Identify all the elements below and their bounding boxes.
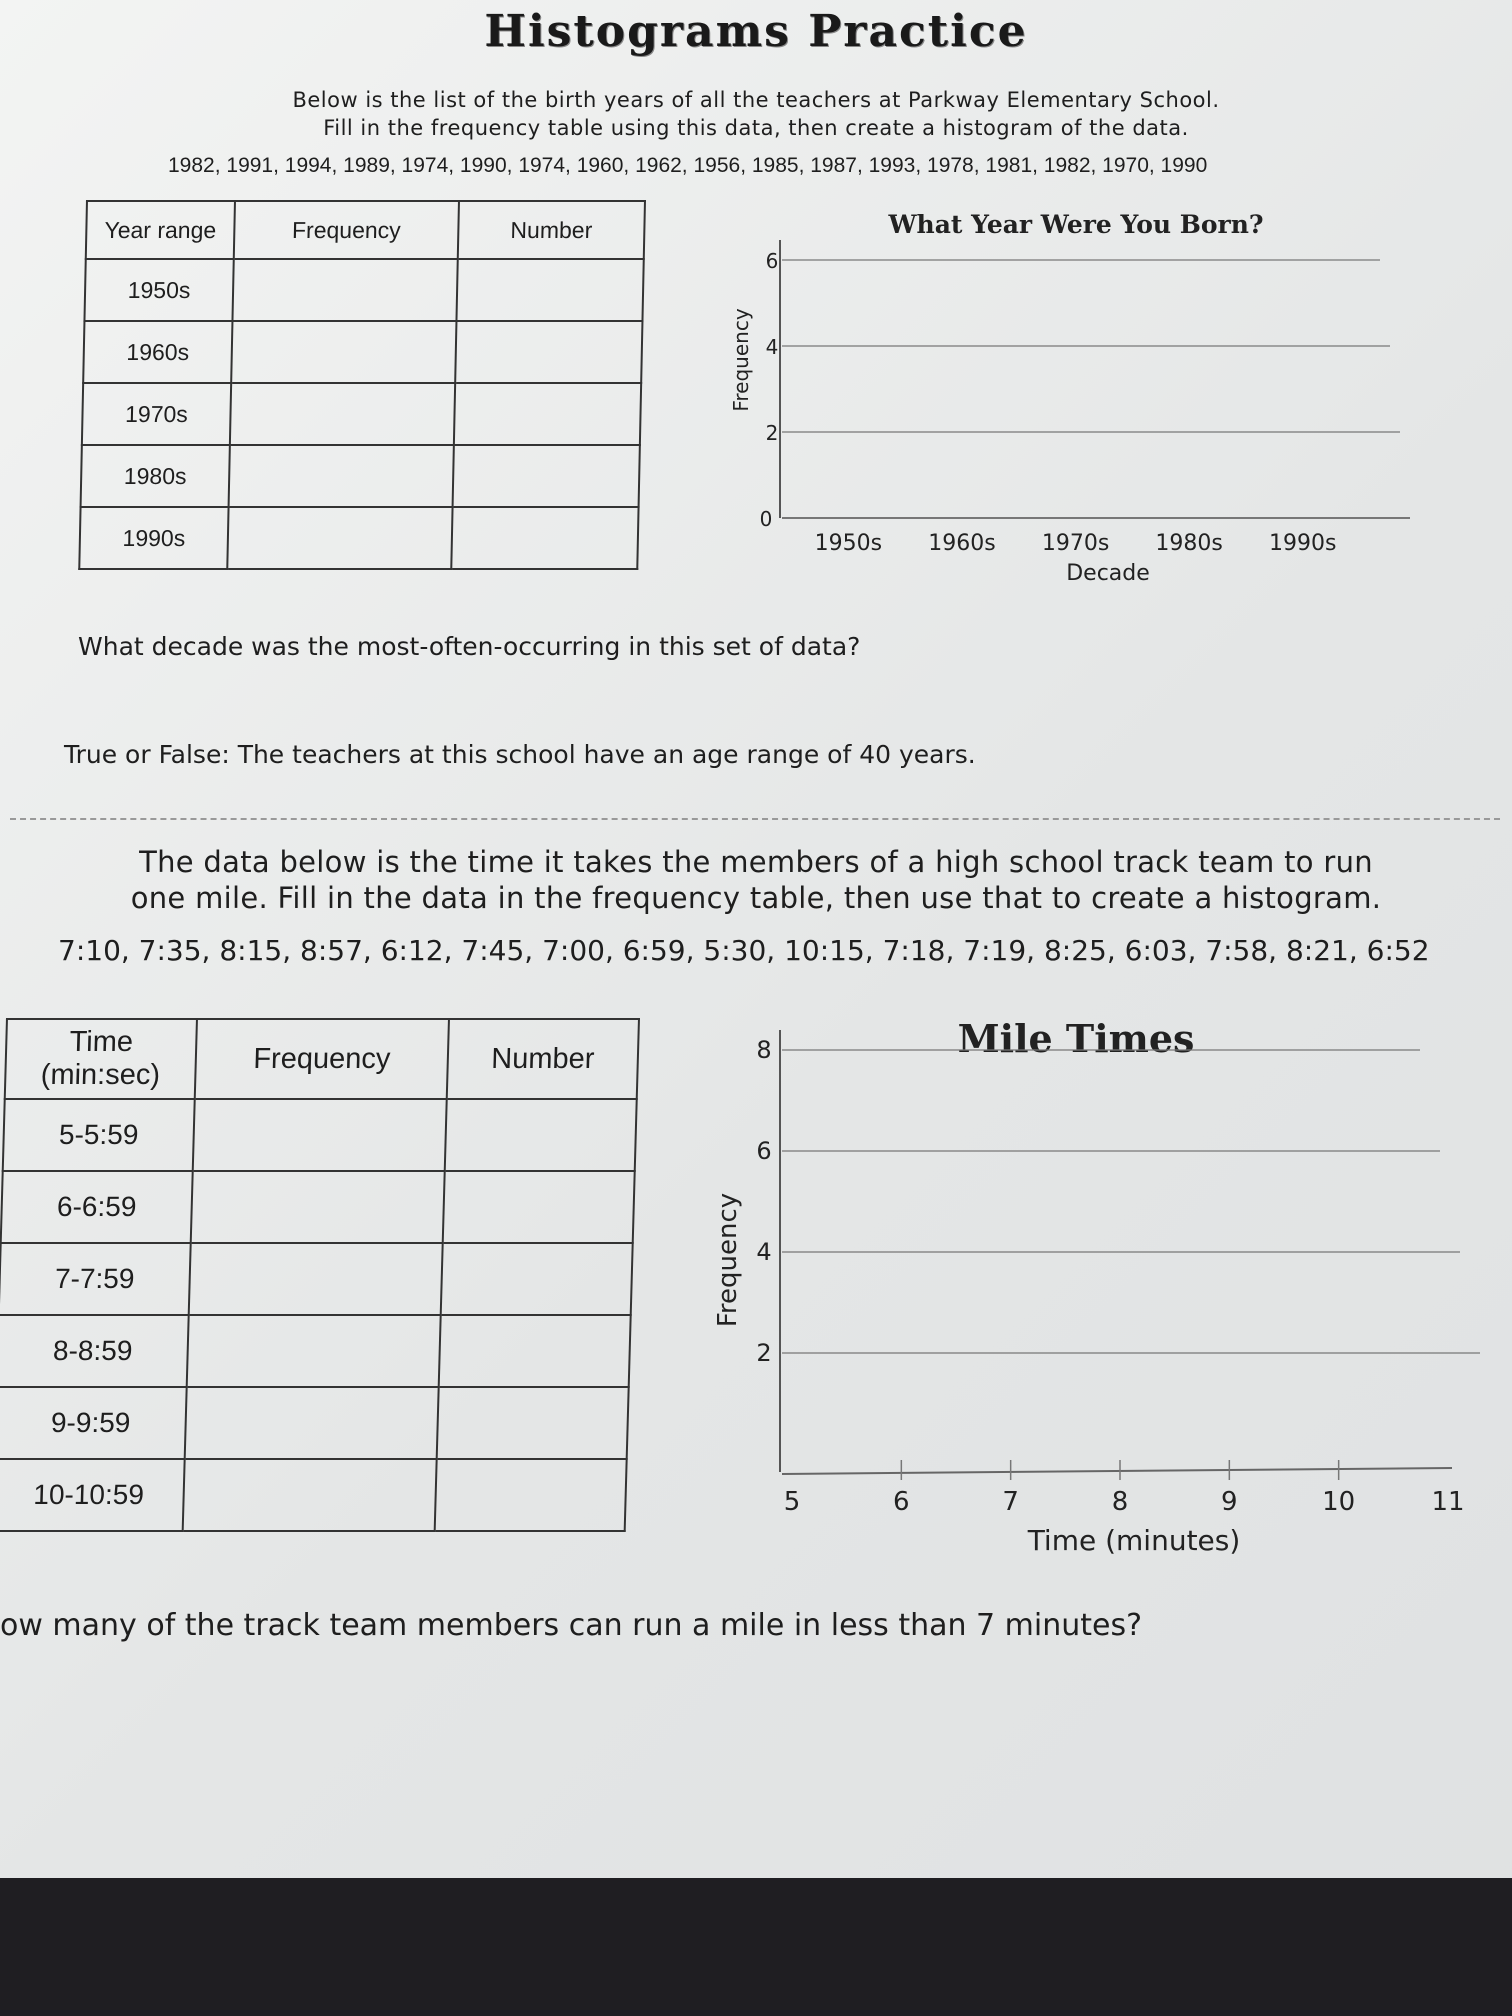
frequency-cell[interactable]	[231, 321, 456, 383]
number-cell[interactable]	[453, 445, 640, 507]
row-label: 6-6:59	[1, 1171, 193, 1243]
number-cell[interactable]	[443, 1171, 635, 1243]
table-row	[3, 1099, 637, 1171]
x-tick-label: 6	[893, 1487, 910, 1517]
mile-time-frequency-table	[0, 1018, 640, 1532]
header-time	[5, 1019, 197, 1099]
y-tick-label: 4	[756, 1238, 772, 1266]
row-label: 5-5:59	[3, 1099, 195, 1171]
header-year-range: Year range	[86, 201, 235, 259]
y-tick-label: 4	[765, 335, 779, 359]
header-time-line2: (min:sec)	[40, 1059, 161, 1091]
number-cell[interactable]	[451, 507, 638, 569]
x-tick-label: 1950s	[814, 531, 883, 556]
x-tick-label: 1960s	[928, 531, 996, 556]
y-tick-label: 2	[756, 1339, 772, 1367]
page-title: Histograms Practice	[484, 6, 1028, 57]
frequency-cell[interactable]	[229, 445, 454, 507]
part1-data-list: 1982, 1991, 1994, 1989, 1974, 1990, 1974, 1960, 1962, 1956, 1985, 1987, 1993, 1978, 1981, 1982, 1970, 1990	[168, 154, 1208, 177]
y-tick-label: 6	[756, 1137, 772, 1165]
row-label: 1960s	[83, 321, 232, 383]
frequency-cell[interactable]	[230, 383, 455, 445]
header-time-line1: Time	[69, 1026, 134, 1058]
y-axis-label: Frequency	[729, 308, 753, 412]
x-tick-label: 9	[1221, 1487, 1238, 1517]
x-tick-label: 1970s	[1041, 531, 1110, 556]
x-tick-label: 1990s	[1269, 531, 1337, 556]
row-label: 10-10:59	[0, 1459, 185, 1531]
row-label: 7-7:59	[0, 1243, 191, 1315]
table-row	[1, 1171, 635, 1243]
number-cell[interactable]	[439, 1315, 631, 1387]
table-row	[81, 445, 640, 507]
table-row	[0, 1459, 627, 1531]
number-cell[interactable]	[445, 1099, 637, 1171]
frequency-cell[interactable]	[189, 1243, 443, 1315]
birth-year-histogram	[720, 200, 1420, 600]
y-tick-label: 8	[756, 1036, 772, 1064]
chart-title: Mile Times	[957, 1016, 1195, 1061]
table-row	[0, 1315, 631, 1387]
x-axis-label: Time (minutes)	[1027, 1524, 1241, 1557]
table-row	[79, 507, 638, 569]
part2-intro-line2: one mile. Fill in the data in the frequency table, then use that to create a histogram.	[130, 881, 1382, 915]
y-tick-label: 6	[765, 249, 779, 273]
frequency-cell[interactable]	[232, 259, 457, 321]
question-under-seven-minutes: ow many of the track team members can run a mile in less than 7 minutes?	[0, 1608, 1143, 1643]
number-cell[interactable]	[437, 1387, 629, 1459]
x-tick-label: 11	[1431, 1487, 1465, 1517]
table-row	[0, 1243, 633, 1315]
table-row	[83, 321, 642, 383]
row-label: 9-9:59	[0, 1387, 187, 1459]
x-tick-label: 10	[1322, 1487, 1356, 1517]
header-number: Number	[447, 1019, 639, 1099]
row-label: 1990s	[79, 507, 228, 569]
birth-year-frequency-table	[78, 200, 646, 570]
chart-title: What Year Were You Born?	[888, 210, 1264, 239]
x-tick-label: 7	[1002, 1487, 1019, 1517]
mile-times-histogram	[700, 1010, 1490, 1570]
frequency-cell[interactable]	[183, 1459, 437, 1531]
frequency-cell[interactable]	[227, 507, 452, 569]
x-axis-label: Decade	[1066, 561, 1150, 586]
number-cell[interactable]	[456, 259, 643, 321]
x-tick-label: 1980s	[1155, 531, 1223, 556]
row-label: 1950s	[84, 259, 233, 321]
y-axis-label: Frequency	[713, 1192, 743, 1328]
frequency-cell[interactable]	[193, 1099, 447, 1171]
question-age-range: True or False: The teachers at this school have an age range of 40 years.	[64, 740, 976, 769]
frequency-cell[interactable]	[187, 1315, 441, 1387]
part1-intro-line2: Fill in the frequency table using this data, then create a histogram of the data.	[323, 116, 1189, 140]
row-label: 8-8:59	[0, 1315, 189, 1387]
part2-data-list: 7:10, 7:35, 8:15, 8:57, 6:12, 7:45, 7:00, 6:59, 5:30, 10:15, 7:18, 7:19, 8:25, 6:03, 7:58, 8:21, 6:52	[58, 934, 1430, 967]
table-row	[84, 259, 643, 321]
number-cell[interactable]	[455, 321, 642, 383]
x-axis-line	[782, 1468, 1452, 1474]
dark-background-strip	[0, 1878, 1512, 2016]
header-number: Number	[458, 201, 645, 259]
table-row	[0, 1387, 629, 1459]
x-tick-label: 8	[1111, 1487, 1129, 1517]
x-tick-label: 5	[783, 1487, 801, 1517]
part1-intro-line1: Below is the list of the birth years of all the teachers at Parkway Elementary School.	[292, 88, 1220, 112]
header-frequency: Frequency	[195, 1019, 449, 1099]
frequency-cell[interactable]	[191, 1171, 445, 1243]
section-divider	[10, 818, 1500, 820]
header-frequency: Frequency	[234, 201, 459, 259]
row-label: 1980s	[81, 445, 230, 507]
number-cell[interactable]	[454, 383, 641, 445]
question-most-frequent-decade: What decade was the most-often-occurring in this set of data?	[78, 632, 861, 661]
number-cell[interactable]	[435, 1459, 627, 1531]
number-cell[interactable]	[441, 1243, 633, 1315]
frequency-cell[interactable]	[185, 1387, 439, 1459]
y-tick-label: 2	[765, 421, 779, 445]
table-row	[82, 383, 641, 445]
y-tick-label: 0	[759, 507, 773, 531]
part2-intro-line1: The data below is the time it takes the members of a high school track team to run	[139, 845, 1373, 879]
row-label: 1970s	[82, 383, 231, 445]
